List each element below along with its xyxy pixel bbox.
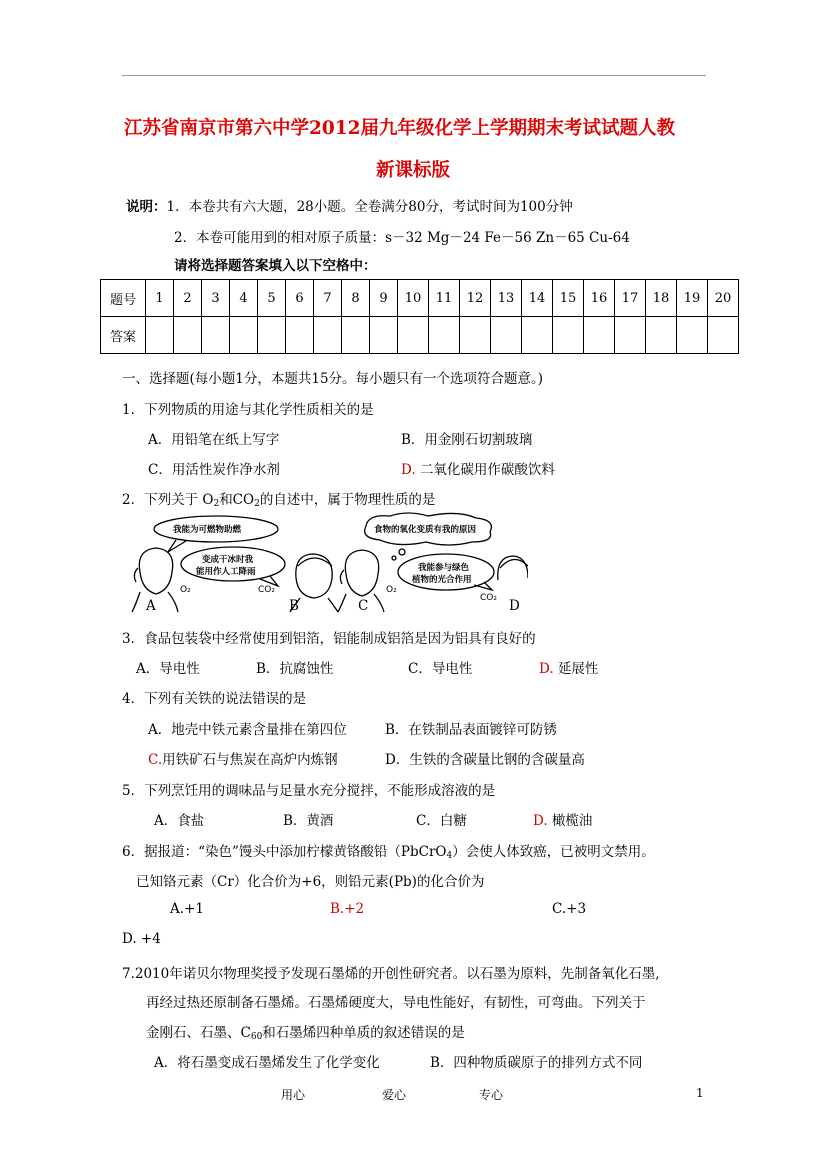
- answer-cell[interactable]: [460, 317, 491, 354]
- answer-cell[interactable]: [646, 317, 677, 354]
- q5-option-c: C．白糖: [416, 813, 467, 829]
- answer-cell[interactable]: [286, 317, 314, 354]
- q6-sub: 4: [446, 851, 453, 861]
- title-line-1: 江苏省南京市第六中学2012届九年级化学上学期期末考试试题人教: [124, 118, 675, 139]
- q3-option-d: [539, 657, 598, 677]
- q2-sub-2: 2: [254, 499, 260, 509]
- label-co2-b: CO₂: [258, 585, 275, 595]
- q2-stem-pre: 2．下列关于 O: [122, 492, 214, 508]
- title-line-2: 新课标版: [376, 160, 451, 181]
- table-cell: 2: [174, 280, 202, 317]
- section-1-heading: 一、选择题(每小题1分，本题共15分。每小题只有一个选项符合题意。): [122, 371, 544, 387]
- table-cell: 19: [677, 280, 708, 317]
- note-1: 1．本卷共有六大题，28小题。全卷满分80分，考试时间为100分钟: [166, 199, 573, 215]
- table-cell: 10: [398, 280, 429, 317]
- answer-cell[interactable]: [584, 317, 615, 354]
- table-cell: 6: [286, 280, 314, 317]
- table-cell: 7: [314, 280, 342, 317]
- q6-stem-1-pre: 6．据报道：“染色”馒头中添加柠檬黄铬酸铅（PbCrO: [122, 844, 447, 860]
- table-cell: 8: [342, 280, 370, 317]
- q1-option-c: C．用活性炭作净水剂: [148, 462, 280, 478]
- q6-option-d: D. +4: [122, 931, 161, 947]
- fig-label-c: C: [358, 598, 369, 614]
- answer-table: [100, 279, 739, 354]
- q7-option-b: B．四种物质碳原子的排列方式不同: [430, 1055, 643, 1071]
- header-rule: [122, 75, 706, 76]
- table-cell: 3: [202, 280, 230, 317]
- q4-stem: 4．下列有关铁的说法错误的是: [122, 691, 307, 707]
- table-cell: 17: [615, 280, 646, 317]
- bubble-a-text: 我能为可燃物助燃: [173, 525, 242, 535]
- table-cell: 9: [370, 280, 398, 317]
- table-cell: 12: [460, 280, 491, 317]
- fig-label-a: A: [146, 598, 156, 614]
- bubble-c-text: 食物的氧化变质有我的原因: [374, 525, 477, 535]
- q6-stem-1-post: ）会使人体致癌，已被明文禁用。: [452, 844, 655, 860]
- table-cell: 4: [230, 280, 258, 317]
- answer-instruction: 请将选择题答案填入以下空格中：: [174, 258, 377, 274]
- q4-option-c: [148, 748, 338, 768]
- answer-cell[interactable]: [146, 317, 174, 354]
- q6-option-c: C.+3: [552, 901, 587, 917]
- q6-option-a: A.+1: [170, 901, 204, 917]
- answer-cell[interactable]: [342, 317, 370, 354]
- fig-label-b: B: [289, 598, 299, 614]
- q1-option-d: [401, 458, 555, 478]
- label-o2-c: O₂: [386, 585, 397, 595]
- answer-cell[interactable]: [522, 317, 553, 354]
- answer-cell[interactable]: [429, 317, 460, 354]
- answer-cell[interactable]: [708, 317, 739, 354]
- q1-option-a: A．用铅笔在纸上写字: [148, 432, 280, 448]
- q3-option-c: C．导电性: [408, 661, 473, 677]
- q2-stem: [122, 488, 435, 509]
- q7-sub: 60: [250, 1032, 263, 1042]
- table-row: [101, 280, 739, 317]
- q5-option-b: B．黄酒: [283, 813, 334, 829]
- answer-cell[interactable]: [677, 317, 708, 354]
- q7-stem-1: 7.2010年诺贝尔物理奖授予发现石墨烯的开创性研究者。以石墨为原料，先制备氧化石墨,: [122, 966, 660, 982]
- table-row: [101, 317, 739, 354]
- q4-option-b: B．在铁制品表面镀锌可防锈: [385, 722, 557, 738]
- q7-stem-3-pre: 金刚石、石墨、C: [146, 1025, 251, 1041]
- q6-option-b: B.+2: [330, 901, 365, 917]
- notes-label: 说明：: [126, 199, 167, 215]
- bubble-b-text-2: 能用作人工降雨: [196, 567, 256, 577]
- footer-right: 专心: [479, 1088, 504, 1102]
- table-cell: 20: [708, 280, 739, 317]
- q7-stem-3: [146, 1021, 465, 1042]
- note-2: 2．本卷可能用到的相对原子质量：s－32 Mg－24 Fe－56 Zn－65 Cu-64: [174, 230, 630, 246]
- q4-answer-letter: C.: [148, 752, 163, 768]
- q3-stem: 3．食品包装袋中经常使用到铝箔，铝能制成铝箔是因为铝具有良好的: [122, 631, 536, 647]
- q6-stem-2: 已知铬元素（Cr）化合价为+6，则铅元素(Pb)的化合价为: [136, 874, 485, 890]
- table-cell: 16: [584, 280, 615, 317]
- q4-option-a: A．地壳中铁元素含量排在第四位: [148, 722, 347, 738]
- bubble-b-text-1: 变成干冰时我: [202, 555, 254, 565]
- answer-cell[interactable]: [174, 317, 202, 354]
- row-header-answer: 答案: [101, 317, 146, 354]
- q7-stem-2: 再经过热还原制备石墨烯。石墨烯硬度大，导电性能好，有韧性，可弯曲。下列关于: [146, 995, 646, 1011]
- q3-option-d-text: 延展性: [557, 661, 599, 677]
- q2-stem-mid: 和CO: [219, 492, 255, 508]
- label-co2-d: CO₂: [480, 593, 497, 603]
- table-cell: 11: [429, 280, 460, 317]
- q2-stem-post: 的自述中，属于物理性质的是: [259, 492, 436, 508]
- answer-cell[interactable]: [258, 317, 286, 354]
- page-number: 1: [696, 1086, 704, 1100]
- footer-middle: 爱心: [382, 1088, 407, 1102]
- q2-sub-1: 2: [213, 499, 220, 509]
- fig-label-d: D: [509, 598, 520, 614]
- table-cell: 5: [258, 280, 286, 317]
- q5-answer-letter: D.: [533, 813, 548, 829]
- label-o2-a: O₂: [180, 585, 191, 595]
- q2-illustration: [128, 512, 528, 614]
- answer-cell[interactable]: [370, 317, 398, 354]
- q3-option-a: A．导电性: [136, 661, 200, 677]
- table-cell: 1: [146, 280, 174, 317]
- answer-cell[interactable]: [491, 317, 522, 354]
- q4-option-d: D．生铁的含碳量比钢的含碳量高: [385, 752, 585, 768]
- answer-cell[interactable]: [615, 317, 646, 354]
- table-cell: 18: [646, 280, 677, 317]
- q7-option-a: A．将石墨变成石墨烯发生了化学变化: [154, 1055, 380, 1071]
- q1-option-d-text: 二氧化碳用作碳酸饮料: [419, 462, 555, 478]
- q3-answer-letter: D.: [539, 661, 554, 677]
- bubble-d-text-2: 植物的光合作用: [412, 575, 472, 585]
- bubble-d-text-1: 我能参与绿色: [418, 563, 470, 573]
- table-cell: 13: [491, 280, 522, 317]
- q7-stem-3-post: 和石墨烯四种单质的叙述错误的是: [262, 1025, 465, 1041]
- footer-left: 用心: [281, 1088, 306, 1102]
- q5-option-a: A．食盐: [154, 813, 205, 829]
- row-header-number: 题号: [101, 280, 146, 317]
- q1-answer-letter: D.: [401, 462, 416, 478]
- answer-cell[interactable]: [553, 317, 584, 354]
- table-cell: 14: [522, 280, 553, 317]
- q1-option-b: B．用金刚石切割玻璃: [401, 432, 533, 448]
- answer-cell[interactable]: [230, 317, 258, 354]
- answer-cell[interactable]: [398, 317, 429, 354]
- q3-option-b: B．抗腐蚀性: [256, 661, 334, 677]
- answer-cell[interactable]: [314, 317, 342, 354]
- q4-option-c-text: 用铁矿石与焦炭在高炉内炼钢: [162, 752, 338, 768]
- q1-stem: 1．下列物质的用途与其化学性质相关的是: [122, 402, 374, 418]
- q5-stem: 5．下列烹饪用的调味品与足量水充分搅拌，不能形成溶液的是: [122, 783, 496, 799]
- q6-stem-1: [122, 840, 655, 861]
- q5-option-d: [533, 809, 592, 829]
- notes-line-1: [126, 195, 573, 215]
- answer-cell[interactable]: [202, 317, 230, 354]
- q5-option-d-text: 橄榄油: [551, 813, 593, 829]
- table-cell: 15: [553, 280, 584, 317]
